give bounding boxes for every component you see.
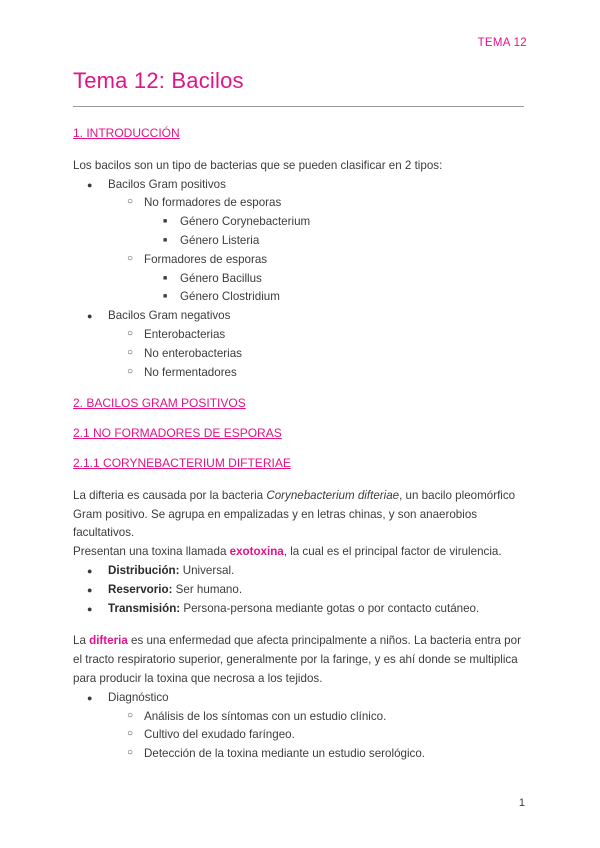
list-item-text: Cultivo del exudado faríngeo.: [144, 728, 295, 742]
list-item: [73, 307, 528, 326]
list-item: [73, 600, 528, 619]
list-item: [73, 213, 528, 232]
title-divider: [73, 106, 524, 107]
text-span: La difteria es causada por la bacteria: [73, 488, 267, 502]
list-item: [73, 288, 528, 307]
bullet-circle-icon: ○: [127, 365, 134, 377]
list-item-text: Análisis de los síntomas con un estudio clínico.: [144, 709, 387, 723]
list-item-text: Enterobacterias: [144, 327, 226, 341]
bullet-square-icon: ■: [163, 293, 168, 301]
list-item-text: No enterobacterias: [144, 346, 242, 360]
bullet-circle-icon: ○: [127, 327, 134, 339]
page-number: 1: [518, 797, 525, 809]
list-item: [73, 581, 528, 600]
heading-bacilos-gram-positivos[interactable]: 2. BACILOS GRAM POSITIVOS: [73, 396, 246, 411]
header-tag: TEMA 12: [477, 37, 527, 49]
bullet-dot-icon: ●: [87, 692, 93, 703]
highlight-difteria: difteria: [89, 634, 128, 648]
intro-text: Los bacilos son un tipo de bacterias que se pueden clasificar en 2 tipos:: [73, 158, 443, 172]
bullet-circle-icon: ○: [127, 728, 134, 740]
bullet-circle-icon: ○: [127, 747, 134, 759]
list-item-text: Formadores de esporas: [144, 252, 268, 266]
classification-list: [73, 176, 528, 383]
value-reservorio: Ser humano.: [172, 582, 243, 596]
text-span: La: [73, 634, 90, 648]
list-item: [73, 326, 528, 345]
bullet-dot-icon: ●: [87, 565, 93, 576]
heading-introduccion[interactable]: 1. INTRODUCCIÓN: [73, 126, 180, 140]
list-item: [73, 745, 528, 764]
list-item-text: No formadores de esporas: [144, 196, 282, 210]
list-item: [73, 726, 528, 745]
list-item: [73, 176, 528, 195]
list-item: [73, 251, 528, 270]
bullet-square-icon: ■: [163, 236, 168, 244]
label-distribucion: Distribución:: [108, 563, 180, 577]
list-item: [73, 364, 528, 383]
bullet-circle-icon: ○: [127, 346, 134, 358]
characteristics-list: [73, 562, 528, 618]
heading-no-formadores[interactable]: 2.1 NO FORMADORES DE ESPORAS: [73, 426, 282, 441]
text-span: Presentan una toxina llamada: [73, 545, 230, 559]
bullet-square-icon: ■: [163, 218, 168, 226]
bullet-square-icon: ■: [163, 274, 168, 282]
heading-corynebacterium[interactable]: 2.1.1 CORYNEBACTERIUM DIFTERIAE: [73, 455, 291, 470]
content-body: [73, 124, 528, 764]
list-item: [73, 194, 528, 213]
text-span: , un bacilo pleomórfico Gram positivo. Se agrupa en empalizadas y en letras chinas, y son anaerobios facultativos.: [73, 488, 516, 540]
list-item-text: Detección de la toxina mediante un estudio serológico.: [144, 747, 426, 761]
bullet-circle-icon: ○: [127, 196, 134, 208]
list-item: [73, 270, 528, 289]
list-item: [73, 689, 528, 708]
list-item-text: Bacilos Gram positivos: [108, 177, 226, 191]
label-reservorio: Reservorio:: [108, 582, 173, 596]
list-item: [73, 232, 528, 251]
list-item-text: Bacilos Gram negativos: [108, 309, 231, 323]
difteria-paragraph-1: [73, 487, 528, 543]
list-item: [73, 345, 528, 364]
diagnostic-list: [73, 689, 528, 764]
highlight-exotoxina: exotoxina: [229, 545, 284, 559]
difteria-paragraph-3: [73, 632, 528, 688]
list-item-text: Género Bacillus: [180, 271, 262, 285]
page-title: Tema 12: Bacilos: [73, 68, 244, 93]
list-item-text: Género Clostridium: [180, 290, 280, 304]
value-distribucion: Universal.: [179, 563, 235, 577]
bullet-dot-icon: ●: [87, 179, 93, 190]
difteria-paragraph-2: [73, 543, 528, 562]
list-item: [73, 562, 528, 581]
list-item: [73, 708, 528, 727]
bullet-dot-icon: ●: [87, 603, 93, 614]
text-span: , la cual es el principal factor de virulencia.: [283, 545, 502, 559]
bullet-circle-icon: ○: [127, 252, 134, 264]
list-item-text: Género Listeria: [180, 233, 260, 247]
italic-species: Corynebacterium difteriae: [266, 488, 400, 502]
list-item-text: Género Corynebacterium: [180, 215, 311, 229]
label-transmision: Transmisión:: [108, 601, 181, 615]
bullet-dot-icon: ●: [87, 311, 93, 322]
list-item-text: Diagnóstico: [108, 690, 169, 704]
bullet-circle-icon: ○: [127, 709, 134, 721]
bullet-dot-icon: ●: [87, 584, 93, 595]
list-item-text: No fermentadores: [144, 365, 237, 379]
value-transmision: Persona-persona mediante gotas o por contacto cutáneo.: [180, 601, 480, 615]
text-span: es una enfermedad que afecta principalmente a niños. La bacteria entra por el tracto respiratorio superior, generalmente por la faringe, y es ahí donde se multiplica para producir la toxina que necrosa a los tejidos.: [73, 634, 521, 685]
